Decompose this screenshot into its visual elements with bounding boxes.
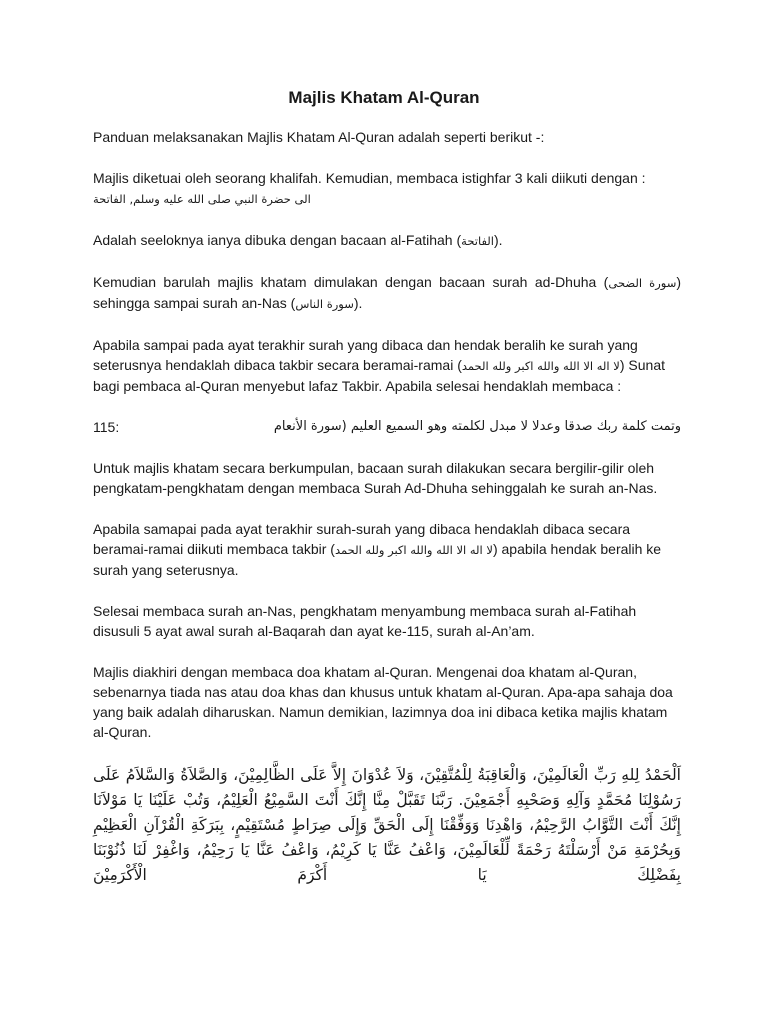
paragraph-group-khatam: Untuk majlis khatam secara berkumpulan, bacaan surah dilakukan secara bergilir-gilir oleh pengkatam-pengkhatam dengan membaca Surah Ad-Dhuha sehinggalah ke surah an-Nas. (93, 460, 658, 496)
paragraph-istighfar-text: Majlis diketuai oleh seorang khalifah. Kemudian, membaca istighfar 3 kali diikuti dengan : (93, 170, 646, 186)
paragraph-dhuha (93, 272, 681, 314)
arabic-doa-khatam: اَلْحَمْدُ لِلهِ رَبِّ الْعَالَمِيْنَ، وَالْعَاقِبَةُ لِلْمُتَّقِيْنَ، وَلاَ عُدْوَانَ إِلاَّ عَلَى الظَّالِمِيْنَ، وَالصَّلاَةُ وَالسَّلاَمُ عَلَى رَسُوْلِنَا مُحَمَّدٍ وَآلِهِ وَصَحْبِهِ أَجْمَعِيْنَ. رَبَّنَا تَقَبَّلْ مِنَّا إِنَّكَ أَنْتَ السَّمِيْعُ الْعَلِيْمُ، وَتُبْ عَلَيْنَا يَا مَوْلاَنَا إِنَّكَ أَنْتَ التَّوَّابُ الرَّحِيْمُ، وَاهْدِنَا وَوَفِّقْنَا إِلَى الْحَقِّ وَإِلَى صِرَاطٍ مُسْتَقِيْمٍ، بِبَرَكَةِ الْقُرْآنِ الْعَظِيْمِ وَبِحُرْمَةِ مَنْ أَرْسَلْتَهُ رَحْمَةً لِّلْعَالَمِيْنَ، وَاعْفُ عَنَّا يَا كَرِيْمُ، وَاعْفُ عَنَّا يَا رَحِيْمُ، وَاغْفِرْ لَنَا ذُنُوْبَنَا بِفَضْلِكَ يَا أَكْرَمَ الْأَكْرَمِيْنَ (93, 766, 681, 884)
paragraph-fatihah-text-before: Adalah seeloknya ianya dibuka dengan bacaan al-Fatihah ( (93, 232, 462, 248)
paragraph-dhuha-text-before: Kemudian barulah majlis khatam dimulakan dengan bacaan surah ad-Dhuha ( (93, 274, 609, 290)
arabic-surah-dhuha: سورة الضحى (608, 276, 677, 290)
arabic-verse-text: وتمت كلمة ربك صدقا وعدلا لا مبدل لكلمته وهو السميع العليم (سورة الأنعام (273, 419, 681, 434)
paragraph-takbir-group-text-before: Apabila samapai pada ayat terakhir surah-surah yang dibaca hendaklah dibaca secara beramai-ramai diikuti membaca takbir ( (93, 521, 631, 557)
paragraph-takbir (93, 335, 681, 396)
verse-line (93, 417, 681, 437)
document-title: Majlis Khatam Al-Quran (288, 88, 480, 107)
paragraph-fatihah-baqarah: Selesai membaca surah an-Nas, pengkhatam menyambung membaca surah al-Fatihah disusuli 5 ayat awal surah al-Baqarah dan ayat ke-115, surah al-An’am. (93, 603, 637, 639)
paragraph-doa-khatam: Majlis diakhiri dengan membaca doa khatam al-Quran. Mengenai doa khatam al-Quran, sebenarnya tiada nas atau doa khas dan khusus untuk khatam al-Quran. Apa-apa sahaja doa yang baik adalah diharuskan. Namun demikian, lazimnya doa ini dibaca ketika majlis khatam al-Quran. (93, 664, 673, 740)
arabic-takbir-text: لا اله الا الله والله اكبر ولله الحمد (461, 359, 620, 373)
arabic-fatihah-text: الفاتحة (461, 234, 494, 248)
paragraph-fatihah (93, 230, 681, 251)
intro-paragraph: Panduan melaksanakan Majlis Khatam Al-Quran adalah seperti berikut -: (93, 129, 545, 145)
arabic-surah-nas: سورة الناس (295, 297, 354, 311)
paragraph-takbir-group-text-after: ) apabila hendak beralih ke surah yang seterusnya. (93, 541, 662, 578)
paragraph-istighfar (93, 168, 681, 209)
document-body (93, 127, 681, 888)
verse-number: 115: (93, 419, 120, 435)
paragraph-takbir-group (93, 519, 681, 580)
paragraph-takbir-text-before: Apabila sampai pada ayat terakhir surah yang dibaca dan hendak beralih ke surah yang seterusnya hendaklah dibaca takbir secara beramai-ramai ( (93, 337, 638, 373)
paragraph-takbir-text-after: ) Sunat bagi pembaca al-Quran menyebut lafaz Takbir. Apabila selesai hendaklah membaca : (93, 357, 665, 394)
paragraph-dhuha-text-middle: ) sehingga sampai surah an-Nas ( (93, 274, 681, 311)
arabic-takbir-group-text: لا اله الا الله والله اكبر ولله الحمد (334, 543, 493, 557)
paragraph-fatihah-text-after: ). (493, 232, 503, 248)
paragraph-dhuha-text-after: ). (353, 295, 363, 311)
arabic-hadrah-text: الى حضرة النبي صلى الله عليه وسلم, الفاتحة (93, 192, 311, 206)
